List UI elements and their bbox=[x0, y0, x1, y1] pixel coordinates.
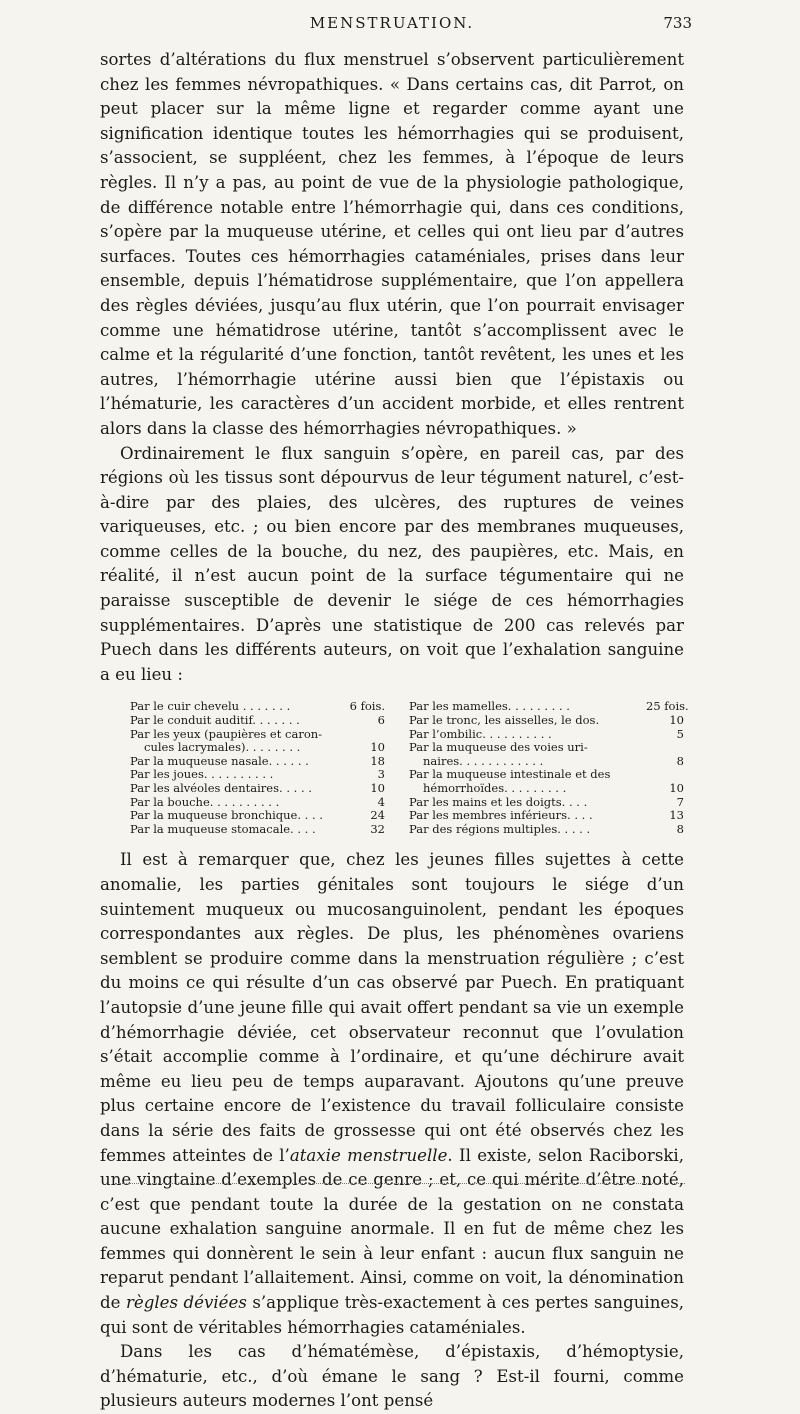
page-header bbox=[100, 14, 692, 48]
statistics-row-label: Par des régions multiples. . . . . bbox=[409, 821, 591, 836]
statistics-row bbox=[409, 714, 684, 728]
statistics-row-value: 10 bbox=[370, 781, 385, 795]
page-number: 733 bbox=[663, 14, 692, 32]
footer-dotted-rule bbox=[115, 1183, 685, 1184]
statistics-row-label: Par la muqueuse nasale. . . . . . bbox=[130, 753, 309, 768]
statistics-row-label: Par le conduit auditif. . . . . . . bbox=[130, 713, 300, 728]
statistics-row-value: 8 bbox=[676, 821, 684, 836]
statistics-row-label: Par les membres inférieurs. . . . bbox=[409, 808, 593, 823]
statistics-row-label: Par la muqueuse des voies uri- bbox=[409, 740, 588, 755]
statistics-row bbox=[409, 699, 689, 714]
statistics-row bbox=[409, 782, 684, 796]
statistics-right-column bbox=[409, 699, 689, 836]
statistics-row-value: 8 bbox=[676, 753, 684, 768]
statistics-row-label: hémorrhoïdes. . . . . . . . . bbox=[423, 781, 567, 795]
statistics-row bbox=[130, 700, 385, 714]
statistics-row bbox=[409, 741, 684, 755]
statistics-row-label: Par la muqueuse stomacale. . . . bbox=[130, 821, 316, 836]
statistics-row-value: 10 bbox=[669, 713, 684, 728]
statistics-row-label: cules lacrymales). . . . . . . . bbox=[144, 740, 301, 755]
paragraph-hematemese: Dans les cas d’hématémèse, d’épistaxis, d’hémoptysie, d’hématurie, etc., d’où émane le sang ? Est-il fourni, comme plusieurs auteurs modernes l’ont pensé bbox=[100, 1342, 684, 1411]
statistics-row bbox=[409, 796, 684, 810]
statistics-row-value: 25 fois. bbox=[646, 699, 689, 714]
statistics-row-label: naires. . . . . . . . . . . . bbox=[423, 753, 544, 768]
statistics-row-value: 24 bbox=[370, 808, 385, 823]
paragraph-anomaly bbox=[100, 848, 684, 1340]
paragraph-anomaly-text-a: Il est à remarquer que, chez les jeunes filles sujettes à cette anomalie, les parties génitales sont toujours le siége d’un suintement muqueux ou mucosanguinolent, pendant les époques correspondantes aux règles. De plus, les phénomènes ovariens semblent se produire comme dans la menstruation régulière ; c’est du moins ce qui résulte d’un cas observé par Puech. En pratiquant l’autopsie d’une jeune fille qui avait offert pendant sa vie un exemple d’hémorrhagie déviée, cet observateur reconnut que l’ovulation s’était accomplie comme à l’ordinaire, et qu’une déchirure avait même eu lieu peu de temps auparavant. Ajoutons qu’une preuve plus certaine encore de l’existence du travail folliculaire consiste dans la série des faits de grossesse qui ont été observés chez les femmes atteintes de l’ bbox=[100, 850, 684, 1165]
statistics-row bbox=[409, 768, 684, 782]
statistics-row bbox=[130, 796, 385, 810]
book-page bbox=[100, 14, 692, 1414]
statistics-row-label: Par la muqueuse intestinale et des bbox=[409, 767, 611, 782]
statistics-row-value: 32 bbox=[370, 821, 385, 836]
statistics-row bbox=[130, 728, 385, 742]
statistics-row-value: 10 bbox=[669, 781, 684, 795]
statistics-row-label: Par le tronc, les aisselles, le dos. bbox=[409, 713, 600, 728]
statistics-row-label: Par les yeux (paupières et caron- bbox=[130, 726, 323, 741]
statistics-row bbox=[130, 741, 385, 755]
paragraph-parrot-quote: sortes d’altérations du flux menstruel s’observent particulièrement chez les femmes névropathiques. « Dans certains cas, dit Parrot, on peut placer sur la même ligne et regarder comme ayant une signification identique toutes les hémorrhagies qui se produisent, s’associent, se suppléent, chez les femmes, à l’époque de leurs règles. Il n’y a pas, au point de vue de la physiologie pathologique, de différence notable entre l’hémorrhagie qui, dans ces conditions, s’opère par la muqueuse utérine, et celles qui ont lieu par d’autres surfaces. Toutes ces hémorrhagies cataméniales, prises dans leur ensemble, depuis l’hématidrose supplémentaire, que l’on appellera des règles déviées, jusqu’au flux utérin, que l’on pourrait envisager comme une hématidrose utérine, tantôt s’accomplissent avec le calme et la régularité d’une fonction, tantôt revêtent, les unes et les autres, l’hémorrhagie utérine aussi bien que l’épistaxis ou l’hématurie, les caractères d’un accident morbide, et elles rentrent alors dans la classe des hémorrhagies névropathiques. » bbox=[100, 50, 684, 438]
statistics-table bbox=[130, 699, 689, 836]
statistics-row-label: Par la bouche. . . . . . . . . . bbox=[130, 794, 280, 809]
statistics-row-value bbox=[646, 768, 684, 782]
statistics-row bbox=[130, 714, 385, 728]
paragraph-anomaly-text-c: s’applique très-exactement à ces pertes sanguines, qui sont de véritables hémorrhagies cataméniales. bbox=[100, 1293, 684, 1337]
statistics-row-value: 6 fois. bbox=[349, 699, 385, 714]
statistics-row bbox=[409, 755, 684, 769]
statistics-row-label: Par les alvéoles dentaires. . . . . bbox=[130, 781, 312, 795]
statistics-row-label: Par les joues. . . . . . . . . . bbox=[130, 767, 274, 782]
statistics-row-label: Par les mains et les doigts. . . . bbox=[409, 794, 588, 809]
statistics-row bbox=[409, 728, 684, 742]
statistics-left-column bbox=[130, 700, 385, 836]
statistics-row-value: 18 bbox=[370, 753, 385, 768]
statistics-row bbox=[130, 768, 385, 782]
statistics-row-label: Par les mamelles. . . . . . . . . bbox=[409, 699, 570, 714]
statistics-row-label: Par la muqueuse bronchique. . . . bbox=[130, 808, 323, 823]
statistics-row bbox=[130, 809, 385, 823]
statistics-row-value: 13 bbox=[669, 808, 684, 823]
paragraph-flux-regions: Ordinairement le flux sanguin s’opère, en pareil cas, par des régions où les tissus sont dépourvus de leur tégument naturel, c’est-à-dire par des plaies, des ulcères, des ruptures de veines variqueuses, etc. ; ou bien encore par des membranes muqueuses, comme celles de la bouche, du nez, des paupières, etc. Mais, en réalité, il n’est aucun point de la surface tégumentaire qui ne paraisse susceptible de devenir le siége de ces hémorrhagies supplémentaires. D’après une statistique de 200 cas relevés par Puech dans les différents auteurs, on voit que l’exhalation sanguine a eu lieu : bbox=[100, 443, 684, 684]
statistics-row-value: 5 bbox=[676, 726, 684, 741]
statistics-row bbox=[130, 755, 385, 769]
statistics-row bbox=[409, 823, 684, 837]
statistics-row-value: 3 bbox=[377, 767, 385, 782]
statistics-row-label: Par l’ombilic. . . . . . . . . . bbox=[409, 726, 552, 741]
statistics-row-value: 10 bbox=[370, 740, 385, 755]
statistics-row bbox=[130, 823, 385, 837]
statistics-row-value bbox=[347, 728, 385, 742]
statistics-row bbox=[409, 809, 684, 823]
statistics-row-value: 4 bbox=[377, 794, 385, 809]
statistics-row-value: 7 bbox=[676, 794, 684, 809]
statistics-row bbox=[130, 782, 385, 796]
term-regles-deviees: règles déviées bbox=[126, 1293, 247, 1313]
paragraph-anomaly-text-b: . Il existe, selon Raciborski, une vingtaine d’exemples de ce genre ; et, ce qui mérite d’être noté, c’est que pendant toute la durée de la gestation on ne constata aucune exhalation sanguine anormale. Il en fut de même chez les femmes qui donnèrent le sein à leur enfant : aucun flux sanguin ne reparut pendant l’allaitement. Ainsi, comme on voit, la dénomination de bbox=[100, 1145, 685, 1313]
statistics-row-value: 6 bbox=[377, 713, 385, 728]
statistics-row-label: Par le cuir chevelu . . . . . . . bbox=[130, 699, 291, 714]
statistics-row-value bbox=[646, 741, 684, 755]
term-ataxie-menstruelle: ataxie menstruelle bbox=[289, 1145, 448, 1165]
running-title: MENSTRUATION. bbox=[309, 14, 475, 32]
